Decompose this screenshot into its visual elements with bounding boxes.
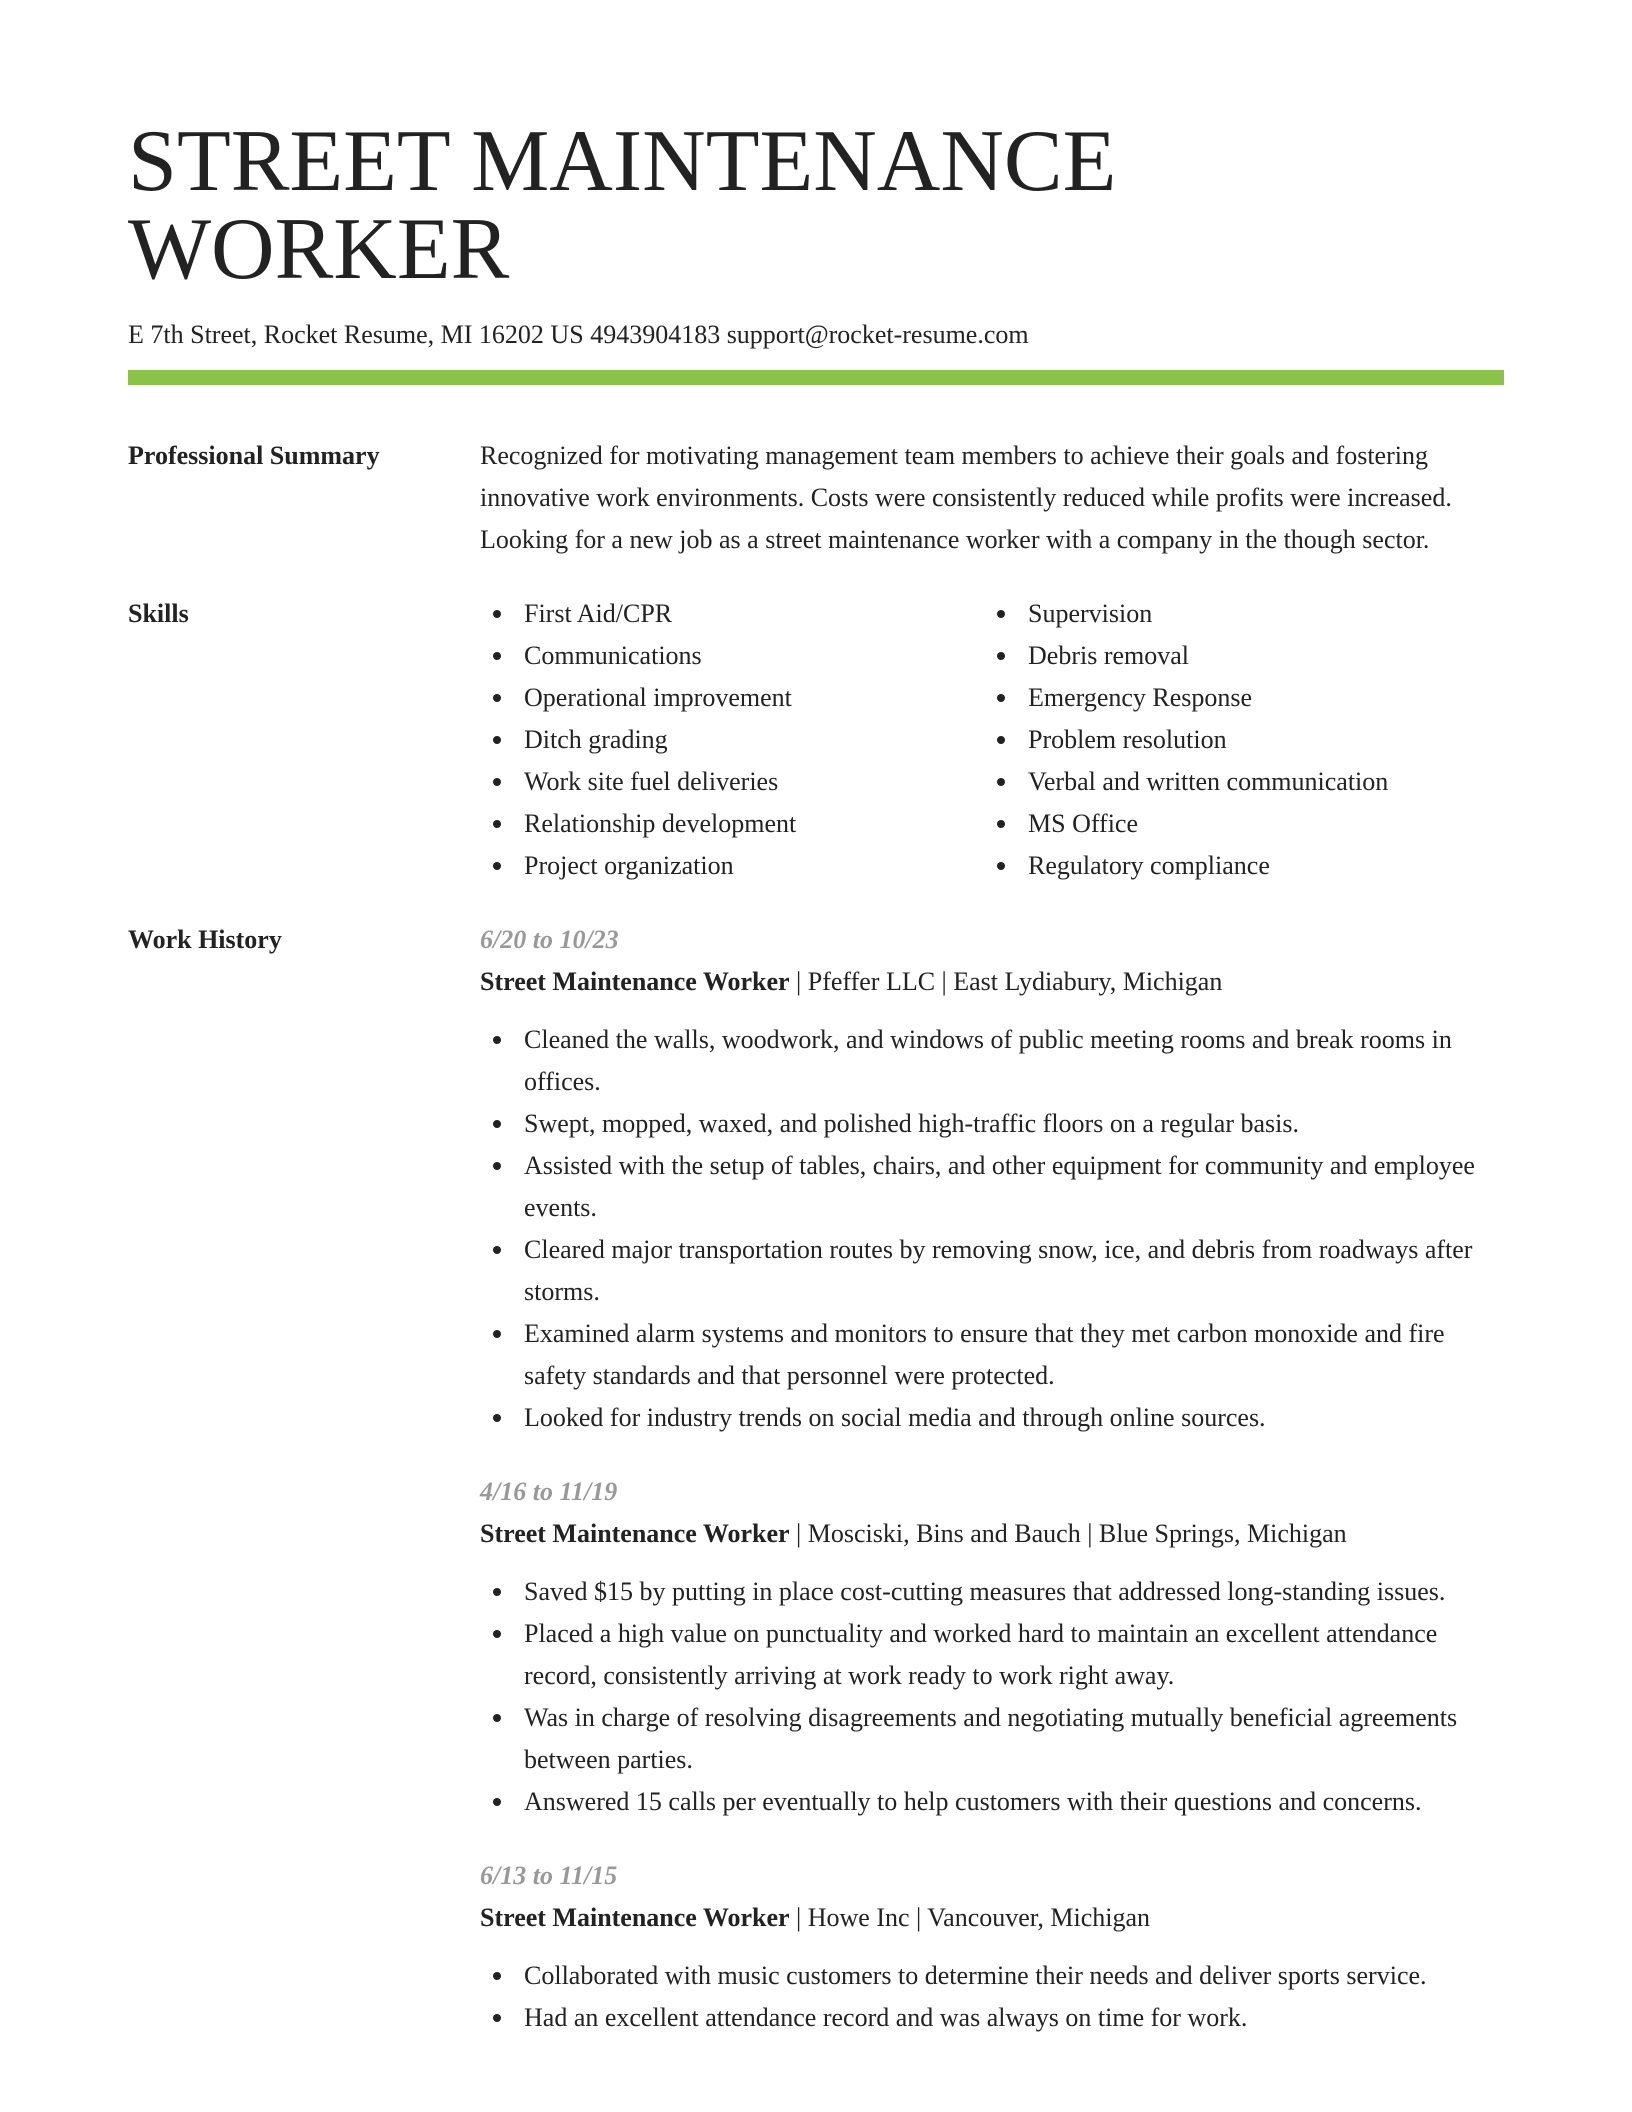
job-company-location: | Pfeffer LLC | East Lydiabury, Michigan [789, 967, 1223, 997]
summary-text: Recognized for motivating management team members to achieve their goals and fostering innovative work environments. Costs were consistently reduced while profits were increased. Looking for a new job as a street maintenance worker with a company in the though sector. [480, 441, 1452, 555]
resume-page [128, 0, 1504, 2039]
skills-label: Skills [128, 599, 189, 629]
job-title: Street Maintenance Worker [480, 1519, 790, 1549]
job-entry [480, 919, 1504, 1439]
work-history-label: Work History [128, 925, 282, 955]
job-entry [480, 1855, 1504, 2039]
skill-item: Supervision [984, 593, 1388, 635]
job-bullet: Had an excellent attendance record and was always on time for work. [480, 1997, 1504, 2039]
job-title-line [480, 1513, 1504, 1555]
job-bullet-list [480, 1019, 1504, 1439]
skills-list-left [480, 593, 984, 887]
job-dates: 6/20 to 10/23 [480, 925, 619, 955]
work-history-list [480, 919, 1504, 2039]
skill-item: Problem resolution [984, 719, 1388, 761]
skill-item: Debris removal [984, 635, 1388, 677]
job-company-location: | Howe Inc | Vancouver, Michigan [789, 1903, 1151, 1933]
contact-email: support@rocket-resume.com [726, 320, 1029, 349]
job-bullet: Answered 15 calls per eventually to help customers with their questions and concerns. [480, 1781, 1504, 1823]
skill-item: Relationship development [480, 803, 984, 845]
skill-item: Verbal and written communication [984, 761, 1388, 803]
summary-section [128, 435, 1504, 561]
summary-label: Professional Summary [128, 441, 380, 471]
job-bullet: Saved $15 by putting in place cost-cutting measures that addressed long-standing issues. [480, 1571, 1504, 1613]
job-title: Street Maintenance Worker [480, 967, 790, 997]
contact-line [128, 319, 1504, 350]
resume-name: STREET MAINTENANCE WORKER [128, 113, 1117, 298]
contact-address: E 7th Street, Rocket Resume, MI 16202 US [128, 320, 584, 349]
job-bullet: Swept, mopped, waxed, and polished high-traffic floors on a regular basis. [480, 1103, 1504, 1145]
skill-item: Regulatory compliance [984, 845, 1388, 887]
job-bullet-list [480, 1955, 1504, 2039]
job-bullet: Examined alarm systems and monitors to ensure that they met carbon monoxide and fire safety standards and that personnel were protected. [480, 1313, 1504, 1397]
job-bullet-list [480, 1571, 1504, 1823]
skills-list-right [984, 593, 1388, 887]
job-title: Street Maintenance Worker [480, 1903, 790, 1933]
skills-columns [480, 593, 1504, 887]
job-bullet: Looked for industry trends on social media and through online sources. [480, 1397, 1504, 1439]
job-dates: 6/13 to 11/15 [480, 1861, 618, 1891]
job-bullet: Cleaned the walls, woodwork, and windows of public meeting rooms and break rooms in offices. [480, 1019, 1504, 1103]
skill-item: Communications [480, 635, 984, 677]
skill-item: Operational improvement [480, 677, 984, 719]
job-company-location: | Mosciski, Bins and Bauch | Blue Springs, Michigan [789, 1519, 1347, 1549]
skill-item: Work site fuel deliveries [480, 761, 984, 803]
skill-item: Ditch grading [480, 719, 984, 761]
header-divider [128, 370, 1504, 385]
job-title-line [480, 961, 1504, 1003]
job-bullet: Collaborated with music customers to determine their needs and deliver sports service. [480, 1955, 1504, 1997]
job-entry [480, 1471, 1504, 1823]
job-dates: 4/16 to 11/19 [480, 1477, 618, 1507]
work-history-section [128, 919, 1504, 2039]
contact-phone: 4943904183 [590, 320, 721, 349]
skill-item: Emergency Response [984, 677, 1388, 719]
skill-item: MS Office [984, 803, 1388, 845]
skill-item: First Aid/CPR [480, 593, 984, 635]
job-bullet: Placed a high value on punctuality and worked hard to maintain an excellent attendance record, consistently arriving at work ready to work right away. [480, 1613, 1504, 1697]
job-bullet: Cleared major transportation routes by removing snow, ice, and debris from roadways after storms. [480, 1229, 1504, 1313]
job-bullet: Was in charge of resolving disagreements and negotiating mutually beneficial agreements between parties. [480, 1697, 1504, 1781]
skills-section [128, 593, 1504, 887]
job-bullet: Assisted with the setup of tables, chairs, and other equipment for community and employee events. [480, 1145, 1504, 1229]
skill-item: Project organization [480, 845, 984, 887]
job-title-line [480, 1897, 1504, 1939]
